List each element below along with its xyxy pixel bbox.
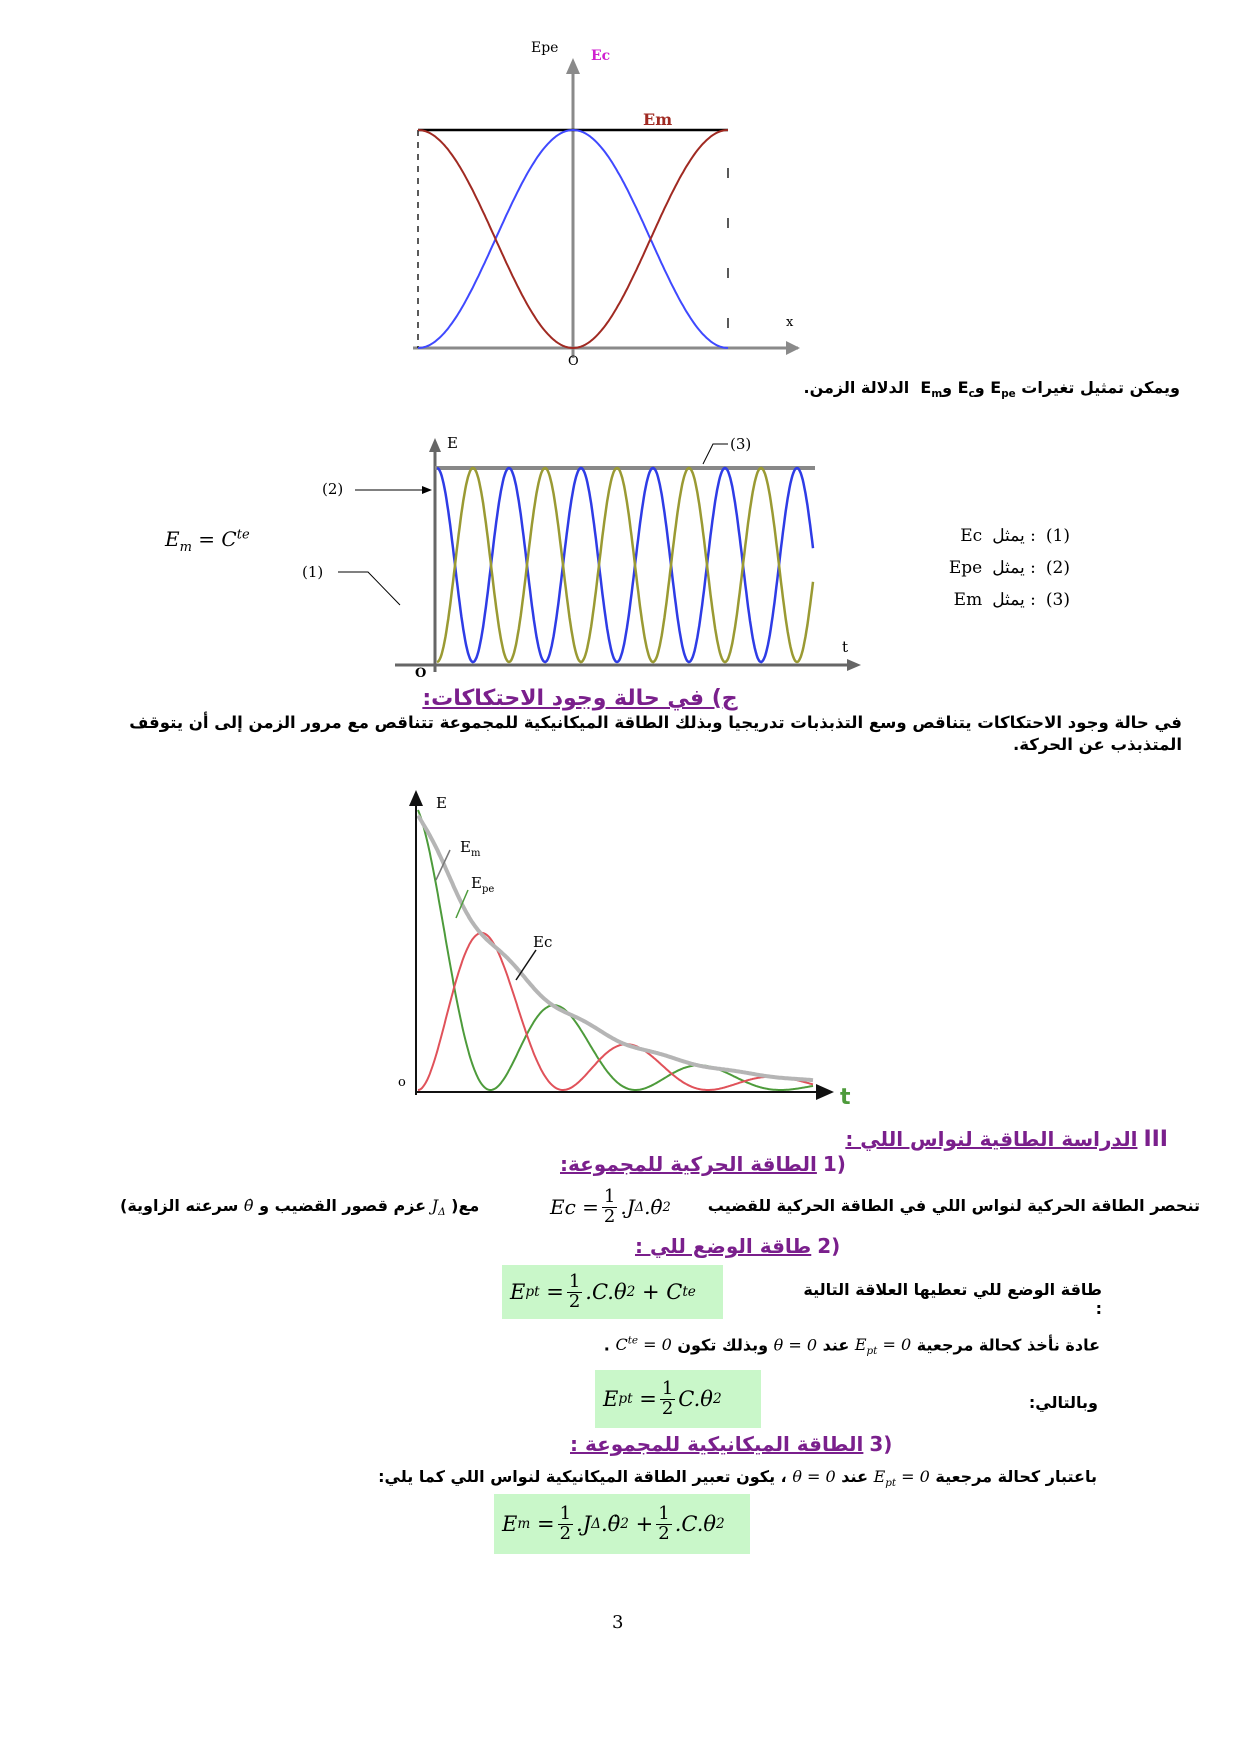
- heading-friction: ج) في حالة وجود الاحتكاكات:: [422, 686, 738, 711]
- legend-item-3: Em يمثل : (3): [953, 590, 1070, 610]
- potential-energy-formula-final: E pt = $\frac{1}{2}$ C.θ 2: [595, 1370, 761, 1428]
- y-axis-arrow: [566, 58, 580, 74]
- y-label: E: [447, 434, 458, 452]
- figure-energy-vs-time: [395, 430, 865, 681]
- potential-energy-text: طاقة الوضع للي تعطيها العلاقة التالية :: [803, 1280, 1102, 1318]
- pointer-3-label: (3): [730, 435, 752, 453]
- label-epe: $E_{pe}$: [471, 874, 495, 895]
- reference-state-line: عادة نأخذ كحالة مرجعية $E_{pt} = 0$ عند θ = 0 وبذلك تكون $C^{te} = 0$ .: [603, 1335, 1100, 1358]
- pointer-2-arrow: [422, 486, 432, 494]
- kinetic-energy-line: [120, 1188, 1200, 1232]
- ec-curve: [418, 933, 813, 1090]
- legend-item-1: Ec يمثل : (1): [960, 526, 1070, 546]
- section3-heading: [845, 1127, 1168, 1152]
- y-label-epe: Epe: [531, 40, 559, 56]
- origin-label: O: [568, 354, 579, 369]
- kinetic-formula: Ec = $\frac{1}{2}$ .J Δ .θ̇ 2: [550, 1186, 671, 1227]
- mechanical-energy-formula: E m = $\frac{1}{2}$ .J Δ .θ̇ 2 + $\frac{1}{2}$ .C.θ 2: [494, 1494, 750, 1554]
- x-label: t: [840, 1085, 851, 1110]
- x-label: x: [786, 315, 794, 330]
- pointer-1-label: (1): [302, 563, 324, 581]
- pointer-2-label: (2): [322, 480, 344, 498]
- pointer-1-line: [338, 572, 400, 605]
- figure-energy-vs-x: [408, 28, 808, 373]
- x-axis-arrow: [786, 341, 800, 355]
- kinetic-text-right: تنحصر الطاقة الحركية لنواس اللي في الطاقة الحركية للقضيب: [707, 1196, 1200, 1215]
- em-constant-formula: $E_m = C^{te}$: [165, 527, 250, 555]
- figure2-legend: [875, 520, 1070, 616]
- y-label: E: [436, 794, 447, 812]
- subheading-2: 2) طاقة الوضع للي :: [635, 1234, 841, 1258]
- y-label-ec: Ec: [591, 48, 611, 64]
- legend-item-2: Epe يمثل : (2): [948, 558, 1070, 578]
- figure2-pointers: [302, 480, 450, 610]
- x-axis-arrow: [816, 1084, 834, 1100]
- origin-label: O: [415, 666, 427, 681]
- section3-title: الدراسة الطاقية لنواس اللي :: [845, 1127, 1138, 1151]
- label-ec: Ec: [533, 933, 553, 951]
- therefore-label: وبالتالي:: [1028, 1393, 1098, 1412]
- label-ec-pointer: [516, 950, 536, 980]
- origin-label: o: [398, 1075, 406, 1090]
- subheading-1: 1) الطاقة الحركية للمجموعة:: [560, 1152, 846, 1176]
- paragraph-friction: في حالة وجود الاحتكاكات يتناقص وسع التذبذبات تدريجيا وبذلك الطاقة الميكانيكية للمجموعة تتناقص مع مرور الزمن إلى أن يتوقف المتذبذب عن الحركة.: [129, 713, 1182, 754]
- mechanical-energy-text: باعتبار كحالة مرجعية $E_{pt} = 0$ عند θ = 0 ، يكون تعبير الطاقة الميكانيكية لنواس اللي كما يلي:: [378, 1467, 1097, 1490]
- label-em: $E_m$: [460, 838, 481, 859]
- subheading-3: 3) الطاقة الميكانيكية للمجموعة :: [570, 1432, 893, 1456]
- em-label: Em: [643, 110, 673, 129]
- section3-roman: III: [1143, 1127, 1168, 1152]
- y-axis-arrow: [409, 790, 423, 806]
- x-label: t: [842, 638, 849, 656]
- pointer-3-line: [703, 444, 728, 464]
- potential-energy-formula: E pt = $\frac{1}{2}$ .C.θ 2 + C te: [502, 1265, 723, 1319]
- page-number: 3: [612, 1612, 624, 1633]
- figure-damped-energy: [388, 780, 888, 1125]
- y-axis-arrow: [429, 438, 441, 452]
- x-axis-arrow: [847, 659, 861, 671]
- caption-energy-variations: ويمكن تمثيل تغيرات $E_{pe}$ وE$_c$ وE$_m$ الدلالة الزمن.: [803, 378, 1180, 401]
- kinetic-text-left: مع( $J_\Delta$ عزم قصور القضيب و θ̇ سرعته الزاوية): [120, 1196, 480, 1219]
